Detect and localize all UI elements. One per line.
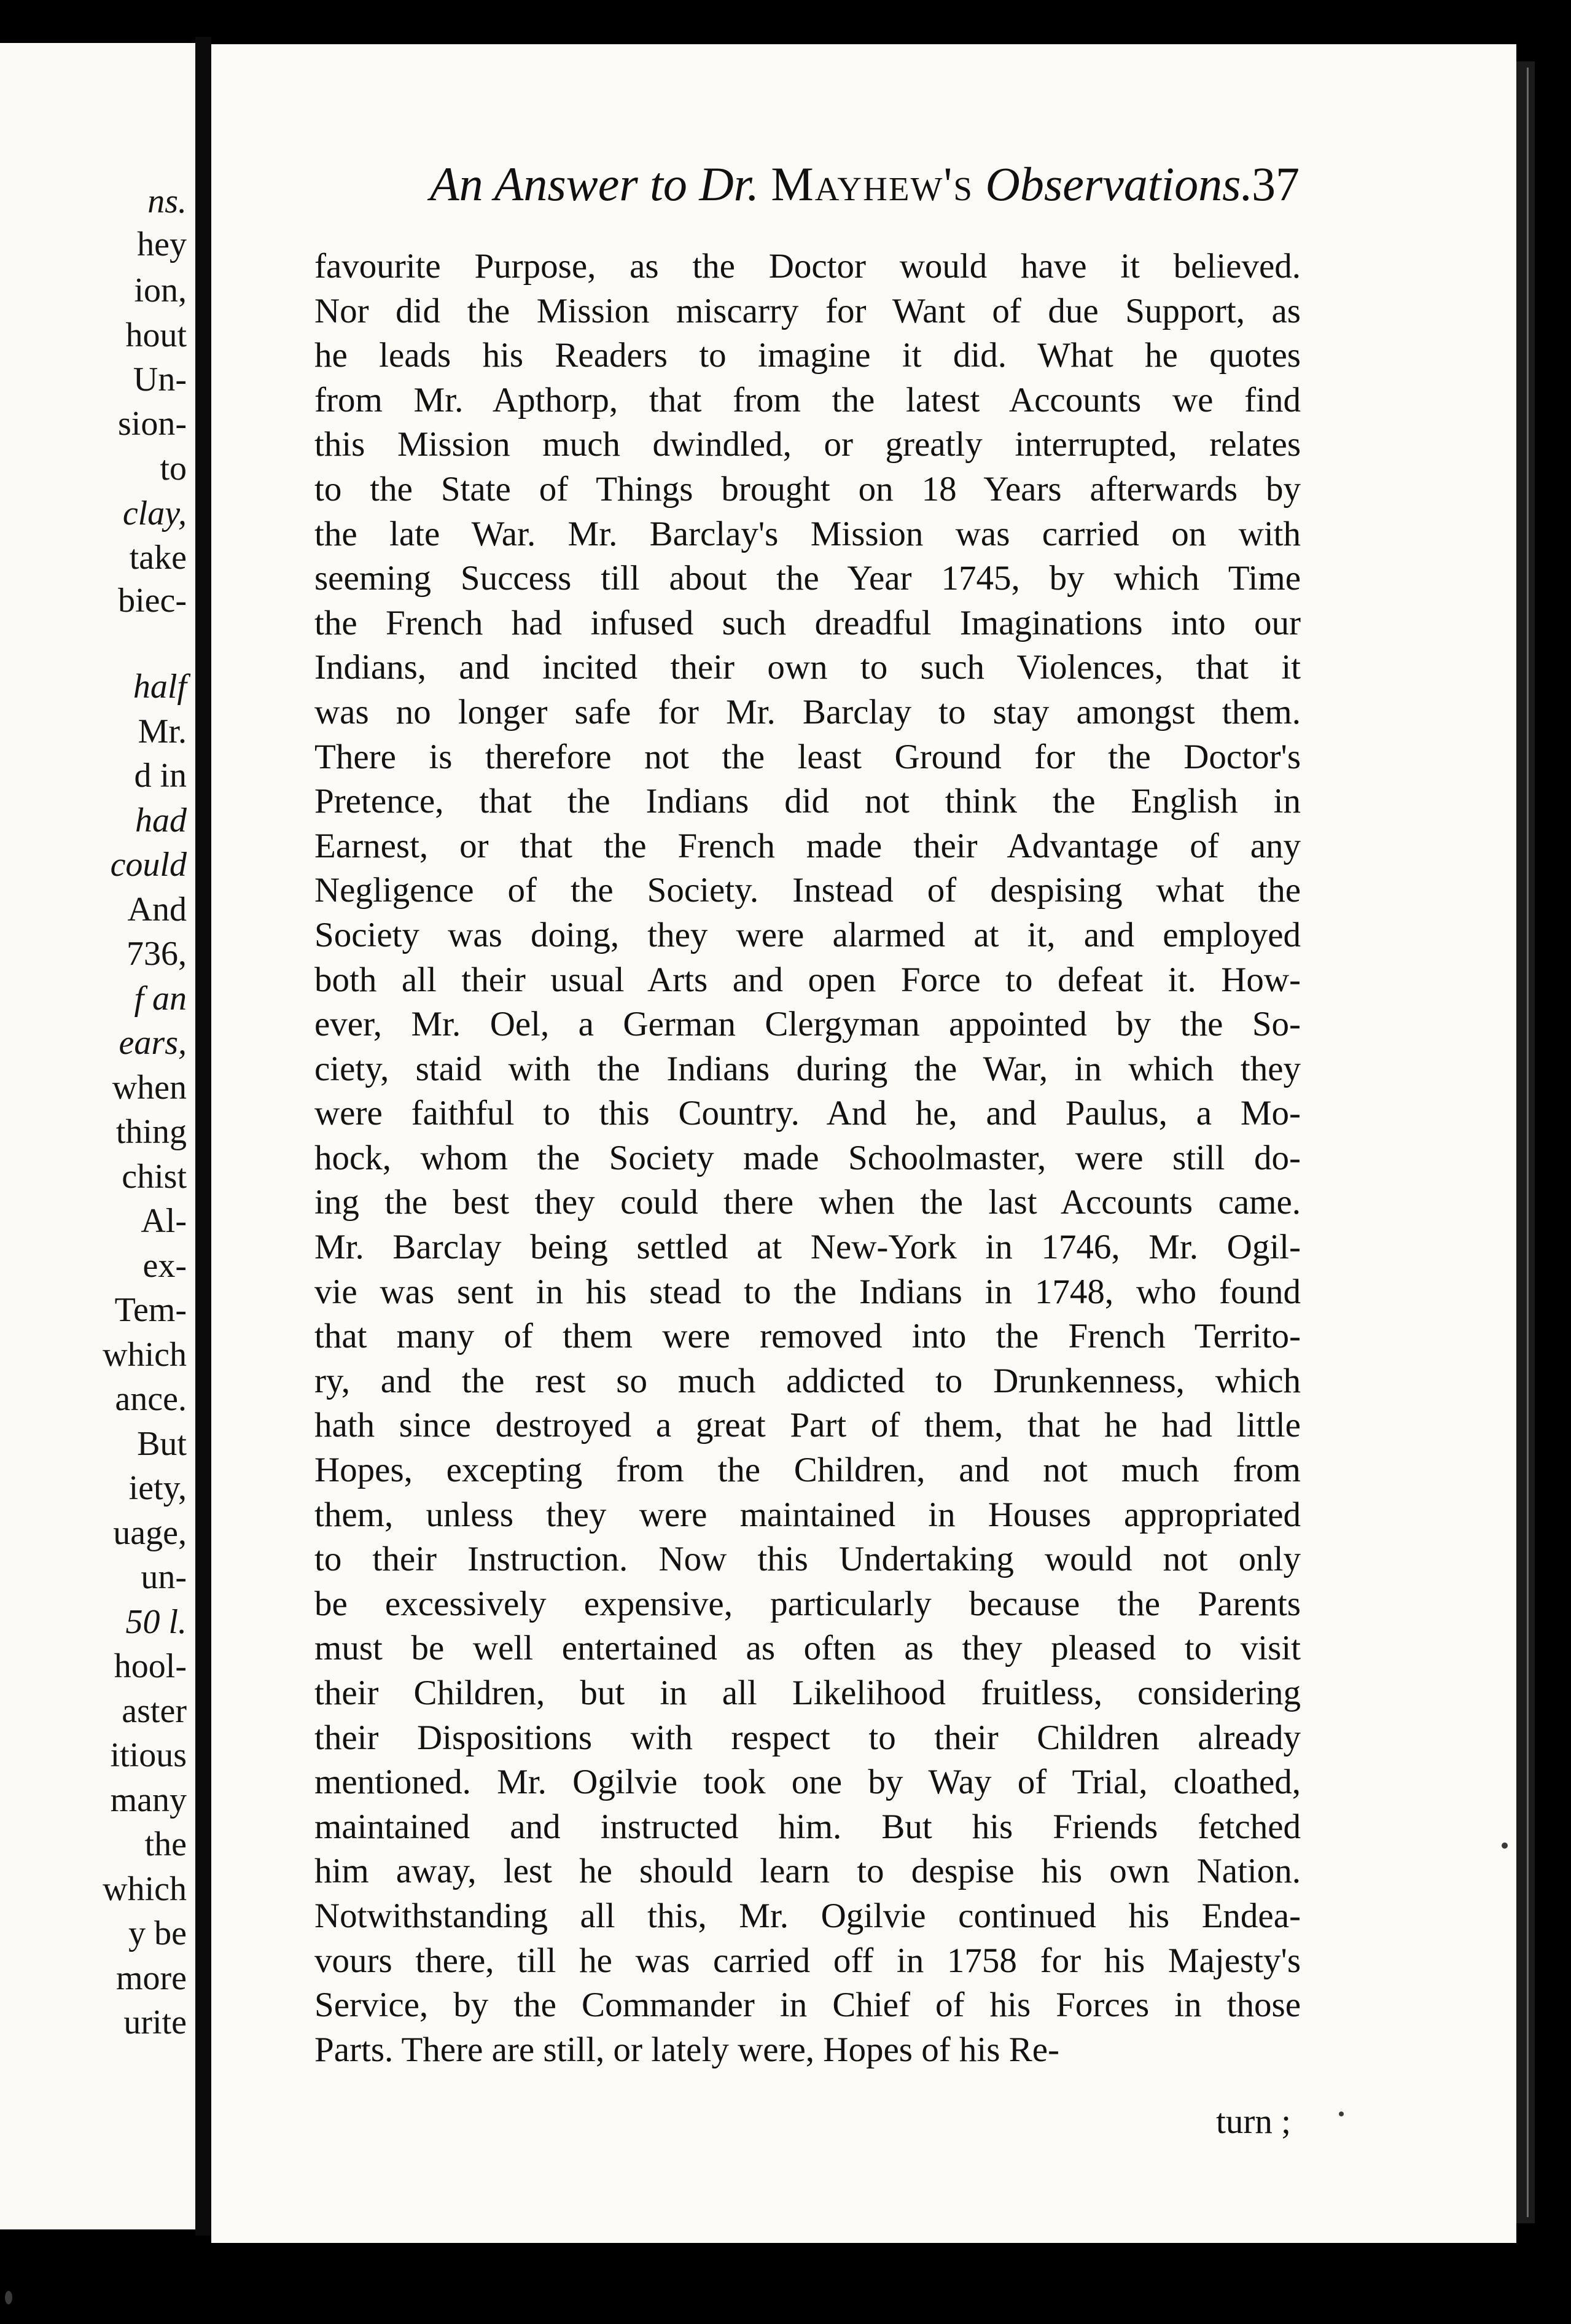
facing-page-text: itious bbox=[110, 1736, 187, 1774]
text-line: Hopes, excepting from the Children, and not much from bbox=[314, 1451, 1301, 1490]
facing-page-text: had bbox=[135, 801, 187, 840]
text-line: was no longer safe for Mr. Barclay to stay amongst them. bbox=[314, 692, 1301, 731]
facing-page-text: d in bbox=[134, 757, 187, 795]
catchword: turn ; bbox=[1216, 2102, 1291, 2141]
text-line: Indians, and incited their own to such Violences, that it bbox=[314, 648, 1301, 687]
text-line: ciety, staid with the Indians during the War, in which they bbox=[314, 1049, 1301, 1088]
text-line: Negligence of the Society. Instead of despising what the bbox=[314, 871, 1301, 910]
facing-page-text: hey bbox=[137, 225, 187, 263]
facing-page-text: y be bbox=[128, 1914, 187, 1952]
facing-page-text: hool- bbox=[114, 1647, 187, 1685]
facing-page-text: which bbox=[103, 1870, 187, 1908]
ink-speck bbox=[1339, 2111, 1344, 2116]
facing-page-text: Tem- bbox=[114, 1291, 187, 1329]
body-text bbox=[314, 244, 1301, 2072]
text-line: their Dispositions with respect to their Children already bbox=[314, 1718, 1301, 1757]
text-line: vie was sent in his stead to the Indians in 1748, who found bbox=[314, 1272, 1301, 1311]
facing-page-text: many bbox=[110, 1781, 187, 1819]
text-line: Nor did the Mission miscarry for Want of due Support, as bbox=[314, 291, 1301, 330]
facing-page-fragment bbox=[0, 43, 195, 2229]
text-line: them, unless they were maintained in Houses appropriated bbox=[314, 1495, 1301, 1534]
text-line: Service, by the Commander in Chief of his Forces in those bbox=[314, 1986, 1301, 2025]
facing-page-text: half bbox=[133, 668, 187, 706]
facing-page-text: iety, bbox=[128, 1469, 187, 1507]
facing-page-text: to bbox=[160, 450, 187, 488]
text-line: Earnest, or that the French made their Advantage of any bbox=[314, 826, 1301, 865]
text-line: Mr. Barclay being settled at New-York in 1746, Mr. Ogil- bbox=[314, 1228, 1301, 1267]
ink-speck bbox=[1502, 1842, 1508, 1849]
text-line: must be well entertained as often as they pleased to visit bbox=[314, 1629, 1301, 1668]
facing-page-text: biec- bbox=[118, 582, 187, 620]
facing-page-text: ears, bbox=[119, 1024, 187, 1062]
text-line: he leads his Readers to imagine it did. What he quotes bbox=[314, 336, 1301, 375]
text-line: Parts. There are still, or lately were, Hopes of his Re- bbox=[314, 2030, 1060, 2069]
page-number: 37 bbox=[1252, 157, 1300, 211]
text-line: this Mission much dwindled, or greatly interrupted, relates bbox=[314, 425, 1301, 464]
facing-page-text: And bbox=[127, 891, 187, 929]
text-line: maintained and instructed him. But his Friends fetched bbox=[314, 1807, 1301, 1846]
facing-page-text: thing bbox=[115, 1113, 187, 1151]
facing-page-text: aster bbox=[122, 1692, 187, 1730]
text-line: were faithful to this Country. And he, and Paulus, a Mo- bbox=[314, 1094, 1301, 1133]
facing-page-text: Mr. bbox=[138, 712, 187, 751]
text-line: There is therefore not the least Ground for the Doctor's bbox=[314, 737, 1301, 776]
text-line: favourite Purpose, as the Doctor would have it believed. bbox=[314, 247, 1301, 286]
facing-page-text: sion- bbox=[118, 405, 187, 443]
facing-page-text: which bbox=[103, 1336, 187, 1374]
running-head-name: Mayhew's bbox=[771, 157, 974, 211]
text-line: to their Instruction. Now this Undertaking would not only bbox=[314, 1540, 1301, 1579]
text-line: both all their usual Arts and open Force to defeat it. How- bbox=[314, 960, 1301, 999]
book-gutter bbox=[195, 37, 211, 2236]
text-line: their Children, but in all Likelihood fruitless, considering bbox=[314, 1674, 1301, 1712]
running-head bbox=[332, 157, 1253, 212]
facing-page-text: 736, bbox=[127, 935, 187, 973]
text-line: the late War. Mr. Barclay's Mission was carried on with bbox=[314, 514, 1301, 553]
facing-page-text: ance. bbox=[115, 1380, 187, 1418]
facing-page-text: f an bbox=[134, 980, 187, 1018]
text-line: Notwithstanding all this, Mr. Ogilvie continued his Endea- bbox=[314, 1896, 1301, 1935]
facing-page-text: urite bbox=[123, 2003, 187, 2041]
text-line: Pretence, that the Indians did not think the English in bbox=[314, 782, 1301, 821]
running-head-prefix: An Answer to Dr. bbox=[429, 157, 759, 211]
facing-page-text: more bbox=[115, 1959, 187, 1997]
text-line: hock, whom the Society made Schoolmaster, were still do- bbox=[314, 1138, 1301, 1177]
facing-page-text: Al- bbox=[141, 1202, 187, 1240]
facing-page-text: the bbox=[144, 1825, 187, 1863]
facing-page-text: ex- bbox=[142, 1247, 187, 1285]
text-line: ing the best they could there when the last Accounts came. bbox=[314, 1183, 1301, 1222]
page-edge bbox=[1516, 61, 1535, 2223]
text-line: from Mr. Apthorp, that from the latest Accounts we find bbox=[314, 380, 1301, 419]
facing-page-text: take bbox=[129, 539, 187, 577]
text-line: the French had infused such dreadful Imaginations into our bbox=[314, 603, 1301, 642]
facing-page-text: chist bbox=[122, 1158, 187, 1196]
text-line: vours there, till he was carried off in 1758 for his Majesty's bbox=[314, 1941, 1301, 1980]
text-line: to the State of Things brought on 18 Years afterwards by bbox=[314, 469, 1301, 509]
text-line: seeming Success till about the Year 1745, by which Time bbox=[314, 559, 1301, 598]
text-line: ever, Mr. Oel, a German Clergyman appointed by the So- bbox=[314, 1005, 1301, 1044]
facing-page-text: Un- bbox=[133, 361, 187, 399]
text-line: mentioned. Mr. Ogilvie took one by Way of Trial, cloathed, bbox=[314, 1763, 1301, 1802]
facing-page-text: when bbox=[112, 1069, 187, 1107]
running-head-suffix: Observations. bbox=[985, 157, 1253, 211]
text-line: Society was doing, they were alarmed at it, and employed bbox=[314, 915, 1301, 954]
ink-speck bbox=[5, 2291, 12, 2304]
text-line: that many of them were removed into the French Territo- bbox=[314, 1317, 1301, 1356]
page-edge-line bbox=[1527, 68, 1529, 2217]
facing-page-text: clay, bbox=[122, 494, 187, 532]
facing-page-text: un- bbox=[141, 1558, 187, 1596]
facing-page-text: ion, bbox=[134, 271, 187, 310]
facing-page-text: could bbox=[110, 846, 187, 884]
text-line: him away, lest he should learn to despise his own Nation. bbox=[314, 1852, 1301, 1891]
facing-page-text: But bbox=[137, 1425, 187, 1463]
facing-page-text: uage, bbox=[113, 1514, 187, 1552]
facing-page-text: ns. bbox=[147, 182, 187, 220]
text-line: be excessively expensive, particularly because the Parents bbox=[314, 1584, 1301, 1623]
text-line: ry, and the rest so much addicted to Drunkenness, which bbox=[314, 1361, 1301, 1400]
facing-page-text: 50 l. bbox=[125, 1603, 187, 1641]
text-line: hath since destroyed a great Part of them, that he had little bbox=[314, 1406, 1301, 1445]
facing-page-text: hout bbox=[125, 316, 187, 354]
